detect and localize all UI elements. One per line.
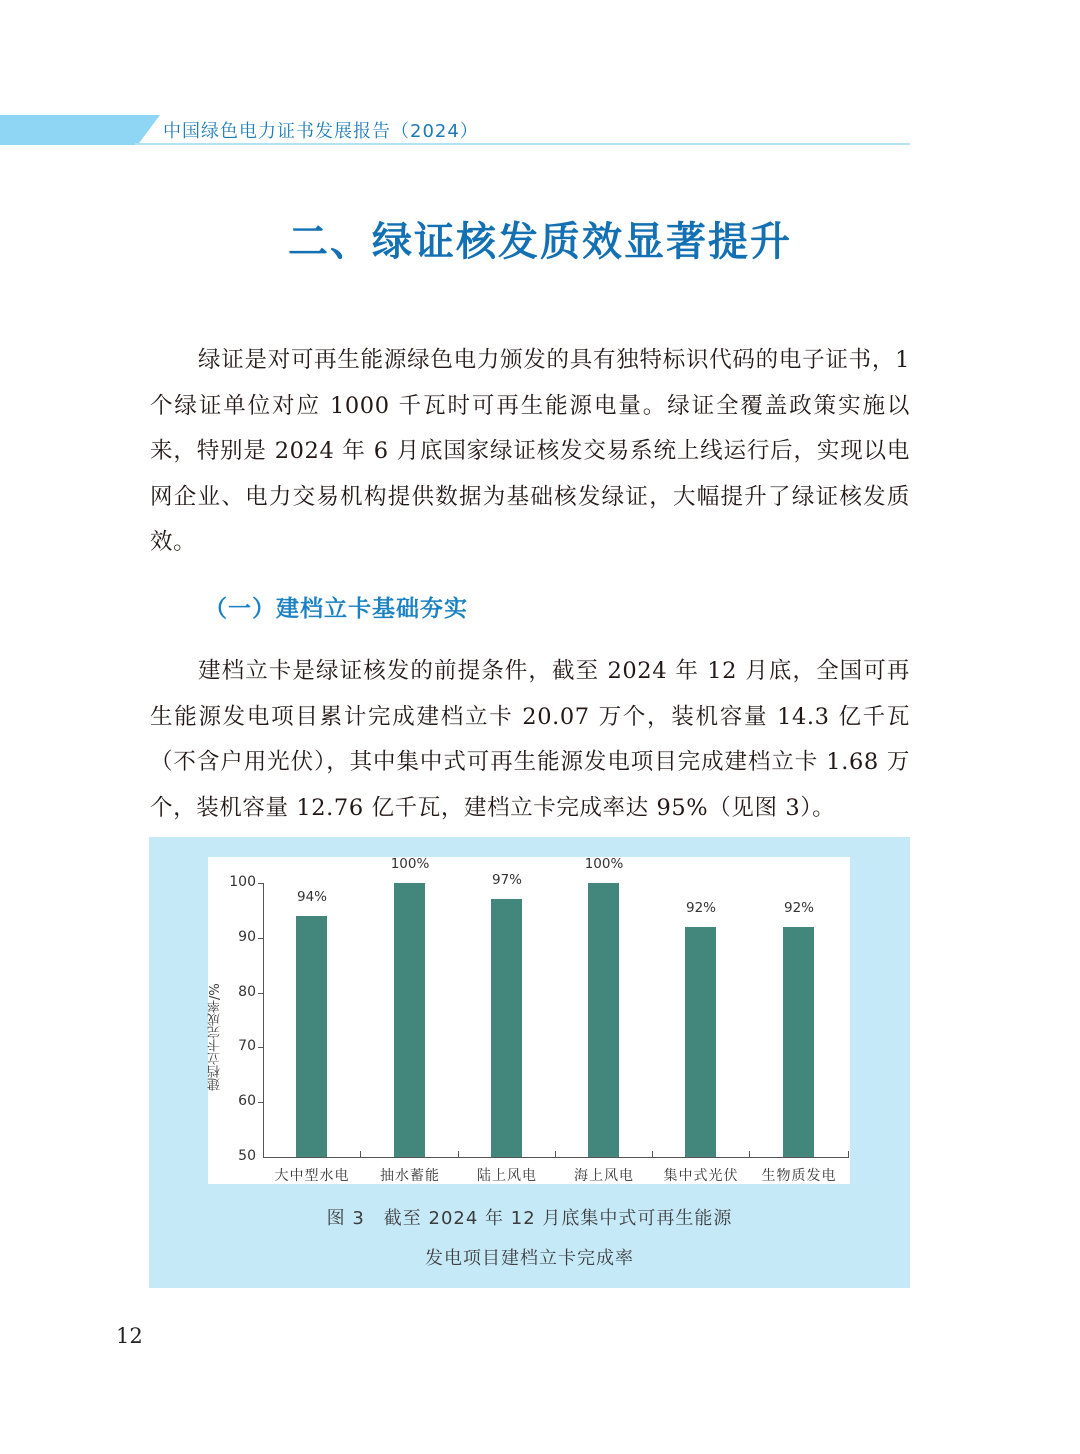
figure-caption-line-2: 发电项目建档立卡完成率 — [425, 1248, 634, 1269]
header-rule — [135, 143, 910, 145]
x-category-label: 海上风电 — [574, 1168, 634, 1184]
figure-3 — [149, 837, 910, 1288]
y-tick-label: 80 — [238, 984, 256, 1000]
bar-value-label: 100% — [390, 856, 430, 872]
header-accent-band — [0, 115, 160, 145]
bar-large-medium-hydro — [296, 916, 327, 1157]
x-tick — [749, 1151, 750, 1157]
bar-chart — [208, 857, 850, 1184]
y-tick-label: 50 — [238, 1148, 256, 1164]
y-tick — [258, 1047, 263, 1048]
bar-onshore-wind — [491, 899, 522, 1157]
y-axis-label: 建档立卡完成率/% — [208, 983, 223, 1091]
bar-centralized-pv — [685, 927, 716, 1157]
bar-biomass — [783, 927, 814, 1157]
x-axis — [263, 1157, 849, 1158]
x-tick — [555, 1151, 556, 1157]
bar-pumped-storage — [394, 883, 425, 1157]
x-tick — [458, 1151, 459, 1157]
bar-offshore-wind — [588, 883, 619, 1157]
y-tick-label: 70 — [238, 1038, 256, 1054]
bar-value-label: 92% — [783, 899, 814, 916]
x-tick — [360, 1151, 361, 1157]
bar-value-label: 100% — [584, 856, 624, 872]
body-paragraph-2: 建档立卡是绿证核发的前提条件，截至 2024 年 12 月底，全国可再生能源发电项目累计完成建档立卡 20.07 万个，装机容量 14.3 亿千瓦（不含户用光伏），其中集中式可再生能源发电项目完成建档立卡 1.68 万个，装机容量 12.76 亿千瓦，建档立卡完成率达 95%（见图 3）。 — [150, 658, 910, 821]
y-tick-label: 100 — [229, 874, 256, 890]
x-category-label: 生物质发电 — [761, 1168, 837, 1184]
bar-value-label: 97% — [491, 872, 522, 889]
y-tick-label: 90 — [238, 929, 256, 945]
y-tick — [258, 938, 263, 939]
bar-value-label: 92% — [685, 899, 716, 916]
chapter-title: 二、绿证核发质效显著提升 — [288, 219, 792, 265]
x-category-label: 陆上风电 — [477, 1168, 537, 1184]
figure-caption-line-1: 图 3 截至 2024 年 12 月底集中式可再生能源 — [326, 1208, 733, 1229]
bar-value-label: 94% — [296, 888, 327, 905]
x-tick — [652, 1151, 653, 1157]
running-title: 中国绿色电力证书发展报告（2024） — [163, 121, 479, 142]
x-category-label: 抽水蓄能 — [380, 1168, 440, 1184]
y-tick — [258, 883, 263, 884]
x-tick — [848, 1151, 849, 1157]
y-tick — [258, 993, 263, 994]
y-tick — [258, 1102, 263, 1103]
x-category-label: 集中式光伏 — [663, 1168, 739, 1184]
page-number: 12 — [116, 1324, 143, 1348]
section-title: （一）建档立卡基础夯实 — [204, 596, 468, 622]
body-paragraph-1: 绿证是对可再生能源绿色电力颁发的具有独特标识代码的电子证书，1 个绿证单位对应 1000 千瓦时可再生能源电量。绿证全覆盖政策实施以来，特别是 2024 年 6 月底国家绿证核发交易系统上线运行后，实现以电网企业、电力交易机构提供数据为基础核发绿证，大幅提升了绿证核发质效。 — [150, 347, 910, 555]
y-tick-label: 60 — [238, 1093, 256, 1109]
x-category-label: 大中型水电 — [274, 1168, 350, 1184]
y-axis — [263, 883, 264, 1157]
